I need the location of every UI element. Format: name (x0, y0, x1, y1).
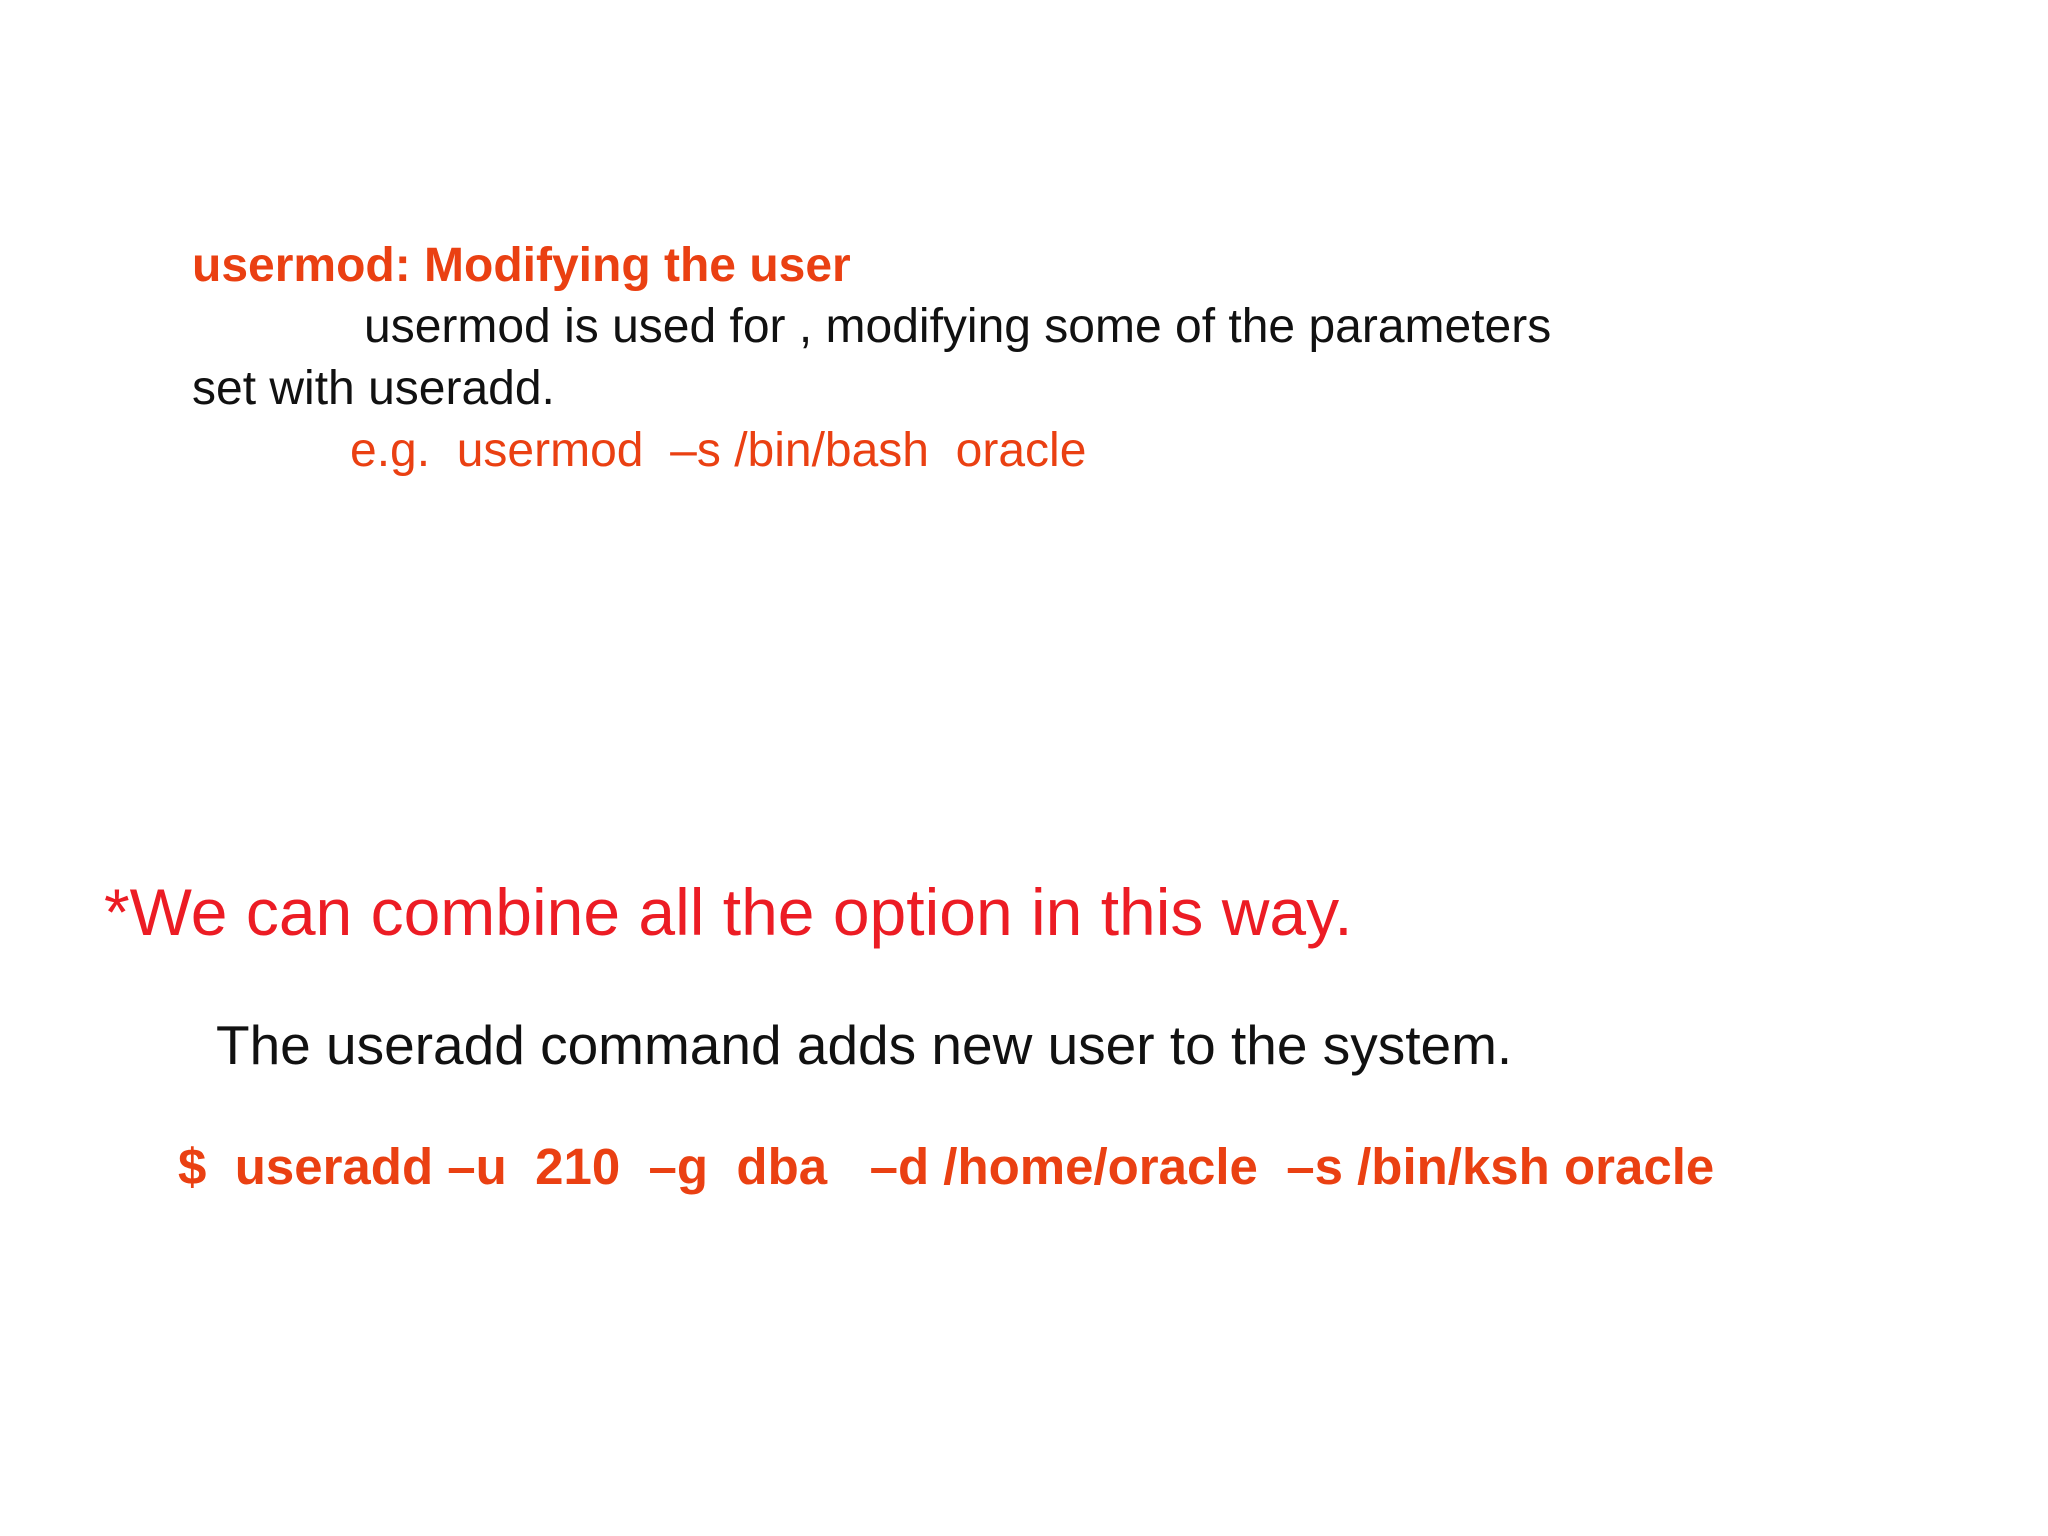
combine-options-note: *We can combine all the option in this way. (104, 875, 1353, 949)
usermod-description-line-2: set with useradd. (192, 362, 555, 415)
usermod-heading: usermod: Modifying the user (192, 239, 851, 292)
useradd-command: $ useradd –u 210 –g dba –d /home/oracle –s /bin/ksh oracle (178, 1138, 1715, 1195)
useradd-description: The useradd command adds new user to the system. (216, 1014, 1513, 1076)
usermod-description-line-1: usermod is used for , modifying some of the parameters (364, 300, 1552, 353)
usermod-example: e.g. usermod –s /bin/bash oracle (350, 424, 1087, 477)
